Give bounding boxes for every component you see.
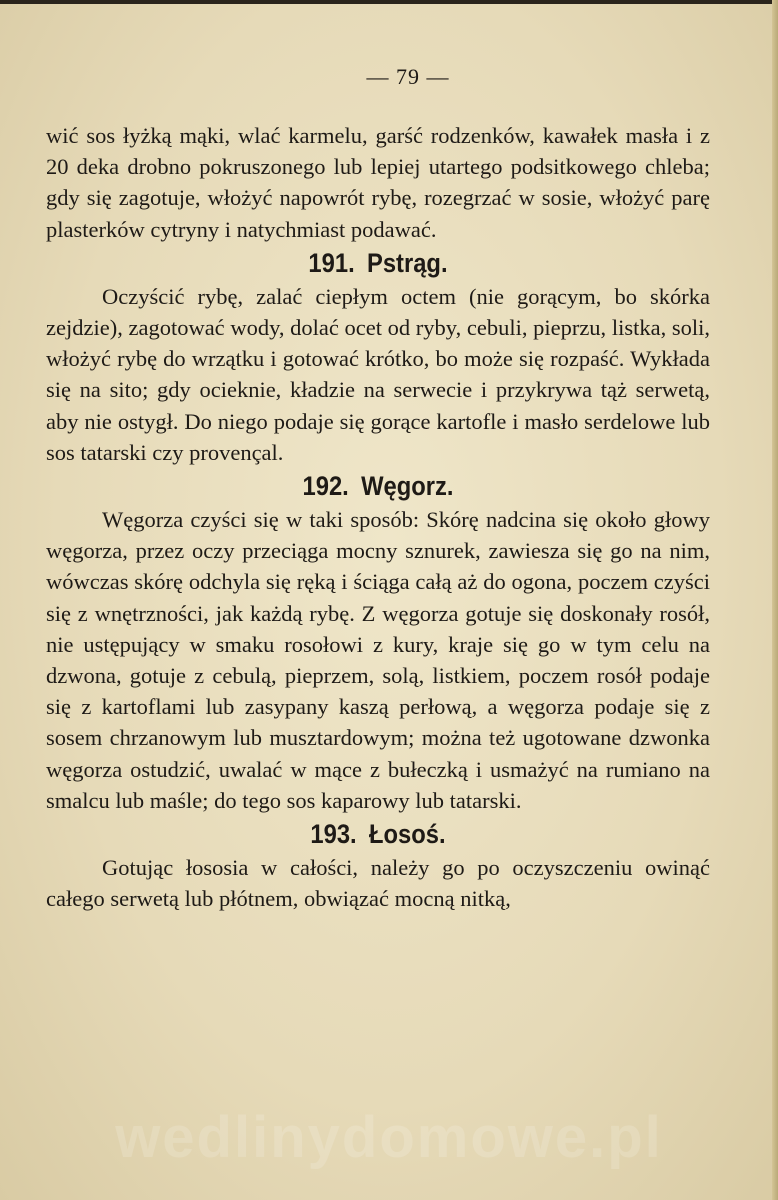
page-right-edge bbox=[772, 0, 778, 1200]
section-title: Węgorz. bbox=[361, 471, 454, 502]
section-heading-193 bbox=[86, 816, 670, 852]
page-number: — 79 — bbox=[366, 64, 450, 89]
watermark: wedlinydomowe.pl bbox=[115, 1105, 663, 1170]
page-top-edge bbox=[0, 0, 778, 4]
section-number: 193. bbox=[310, 819, 357, 850]
section-text-191: Oczyścić rybę, zalać ciepłym octem (nie gorącym, bo skórka zejdzie), zagotować wody, dolać ocet od ryby, cebuli, pieprzu, listka, soli, włożyć rybę do wrzątku i gotować krótko, bo może się rozpaść. Wykłada się na sito; gdy ocieknie, kładzie na serwecie i przykrywa tąż serwetą, aby nie ostygł. Do niego podaje się gorące kartofle i masło serdelowe lub sos tatarski czy provençal. bbox=[46, 283, 710, 465]
section-number: 191. bbox=[308, 247, 355, 278]
section-title: Pstrąg. bbox=[367, 247, 448, 278]
section-title: Łosoś. bbox=[368, 819, 446, 850]
section-number: 192. bbox=[302, 471, 349, 502]
intro-paragraph: wić sos łyżką mąki, wlać karmelu, garść rodzenków, kawałek masła i z 20 deka drobno pokruszonego lub lepiej utartego podsitkowego chleba; gdy się zagotuje, włożyć napowrót rybę, rozegrzać w sosie, włożyć parę plasterków cytryny i natychmiast podawać. bbox=[46, 123, 710, 242]
section-heading-191 bbox=[86, 245, 670, 281]
section-text-192: Węgorza czyści się w taki sposób: Skórę nadcina się około głowy węgorza, przez oczy przeciąga mocny sznurek, zawiesza się go na nim, wówczas skórę odchyla się ręką i ściąga całą aż do ogona, poczem czyści się z wnętrzności, jak każdą rybę. Z węgorza gotuje się doskonały rosół, nie ustępujący w smaku rosołowi z kury, kraje się go w tym celu na dzwona, gotuje z cebulą, pieprzem, solą, listkiem, poczem rosół podaje się z kartoflami lub zasypany kaszą perłową, a węgorza podaje się z sosem chrzanowym lub musztardowym; można też ugotowane dzwonka węgorza ostudzić, uwalać w mące z bułeczką i usmażyć na rumiano na smalcu lub maśle; do tego sos kaparowy lub tatarski. bbox=[46, 507, 710, 813]
section-text-193: Gotując łososia w całości, należy go po oczyszczeniu owinąć całego serwetą lub płótnem, obwiązać mocną nitką, bbox=[46, 855, 710, 912]
section-heading-192 bbox=[86, 468, 670, 504]
page-content bbox=[46, 60, 710, 914]
